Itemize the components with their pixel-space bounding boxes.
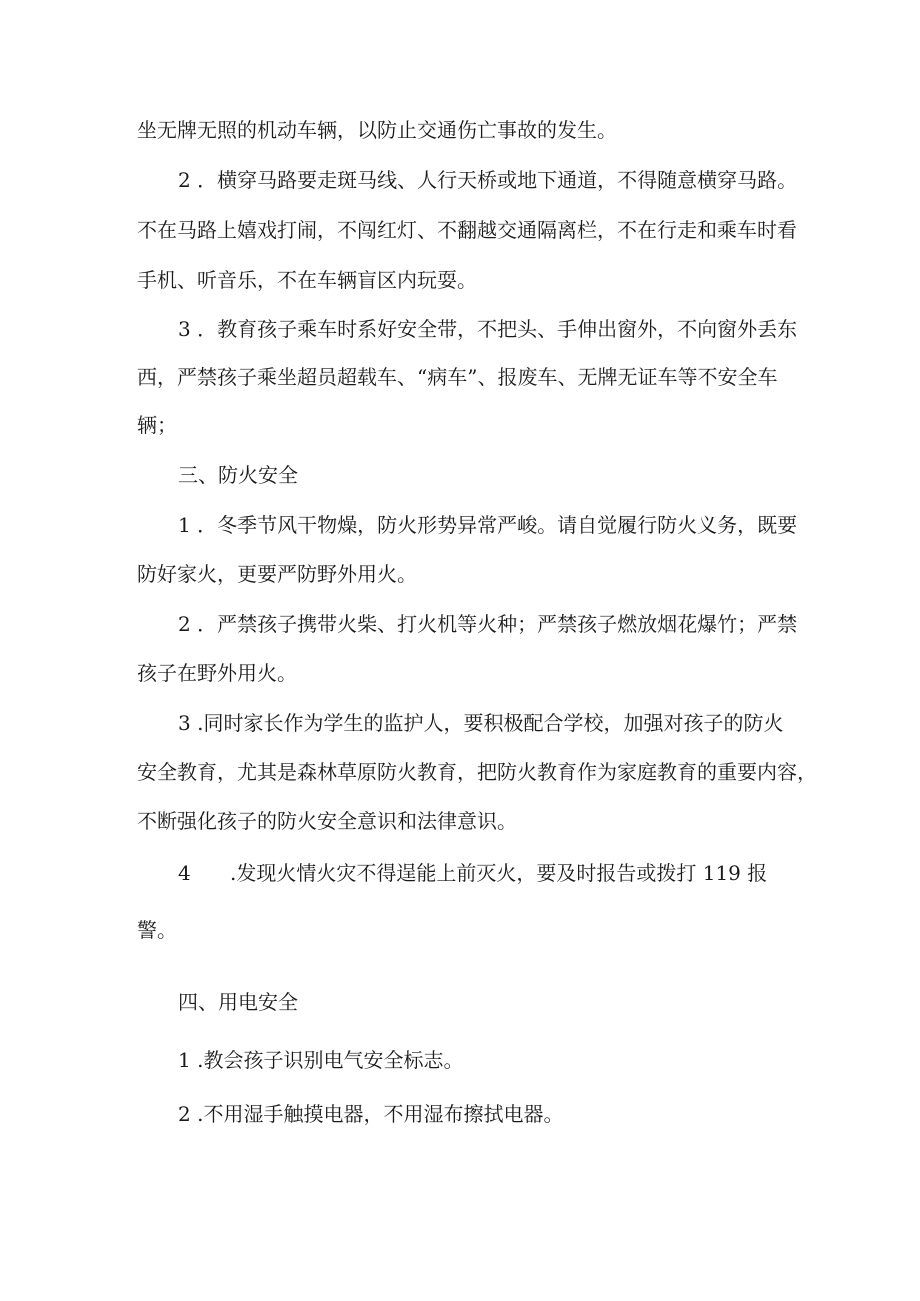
text-line: 不断强化孩子的防火安全意识和法律意识。 [137,809,517,833]
text-line: 防好家火，更要严防野外用火。 [137,562,417,586]
section-heading: 三、防火安全 [178,463,298,487]
list-number: 4 [178,861,191,885]
text-line: 警。 [137,918,177,942]
text-line: 安全教育，尤其是森林草原防火教育，把防火教育作为家庭教育的重要内容， [137,760,817,784]
text-line: 不在马路上嬉戏打闹，不闯红灯、不翻越交通隔离栏，不在行走和乘车时看 [137,218,797,242]
text-line: 辆； [137,413,177,437]
text-line: 3 .同时家长作为学生的监护人，要积极配合学校，加强对孩子的防火 [178,711,784,735]
text-line: 坐无牌无照的机动车辆，以防止交通伤亡事故的发生。 [137,118,617,142]
text-line: 1 ．冬季节风干物燥，防火形势异常严峻。请自觉履行防火义务，既要 [178,513,798,537]
text-line: .发现火情火灾不得逞能上前灭火，要及时报告或拨打 119 报 [230,861,768,885]
text-line: 2 .不用湿手触摸电器，不用湿布擦拭电器。 [178,1102,564,1126]
text-line: 3 ．教育孩子乘车时系好安全带，不把头、手伸出窗外，不向窗外丢东 [178,317,798,341]
text-line: 西，严禁孩子乘坐超员超载车、“病车”、报废车、无牌无证车等不安全车 [137,365,778,389]
text-line: 孩子在野外用火。 [137,661,297,685]
text-line: 1 .教会孩子识别电气安全标志。 [178,1048,464,1072]
text-line: 手机、听音乐，不在车辆盲区内玩耍。 [137,268,477,292]
section-heading: 四、用电安全 [178,990,298,1014]
text-line: 2 ．严禁孩子携带火柴、打火机等火种；严禁孩子燃放烟花爆竹；严禁 [178,612,798,636]
text-line: 2 ．横穿马路要走斑马线、人行天桥或地下通道，不得随意横穿马路。 [178,168,798,192]
